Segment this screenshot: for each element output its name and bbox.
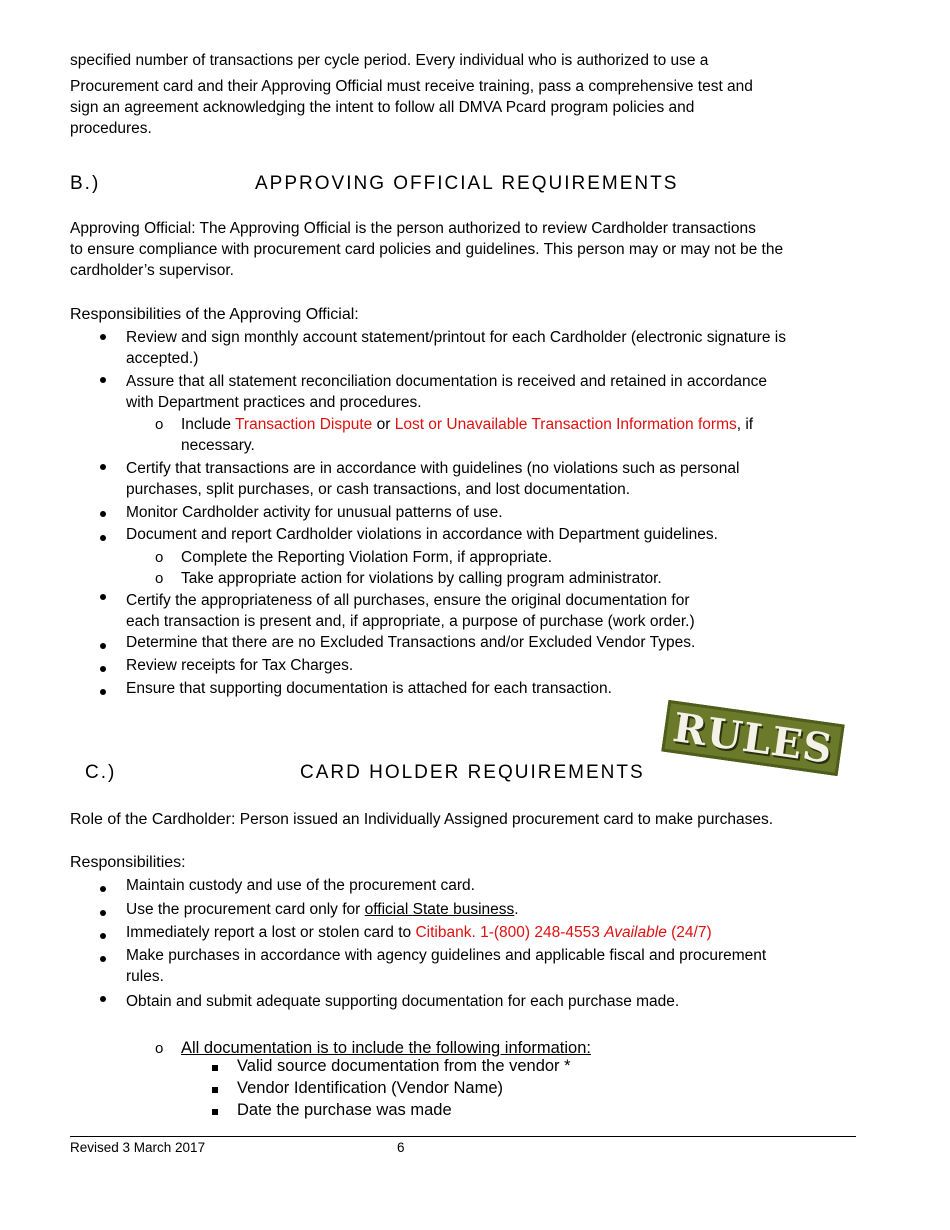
cardholder-resp-heading: Responsibilities: xyxy=(70,854,186,871)
ch-item-4-line-1: Make purchases in accordance with agency guidelines and applicable fiscal and procurement xyxy=(126,947,767,964)
ao-item-6-line-1: Certify the appropriateness of all purchases, ensure the original documentation for xyxy=(126,592,690,609)
circle-bullet-icon: o xyxy=(155,1040,164,1057)
approving-official-resp-heading: Responsibilities of the Approving Official: xyxy=(70,306,359,323)
ch-item-3-dot: . xyxy=(471,924,481,941)
ch-item-3-text: Immediately report a lost or stolen card to xyxy=(126,924,416,941)
bullet-icon xyxy=(100,511,106,517)
footer-divider xyxy=(70,1136,856,1137)
citibank-phone[interactable]: 1-(800) 248-4553 xyxy=(480,924,605,941)
intro-line-4: procedures. xyxy=(70,120,152,137)
circle-bullet-icon: o xyxy=(155,570,164,587)
bullet-icon xyxy=(100,886,106,892)
ch-item-2-period: . xyxy=(514,901,519,918)
ch-item-2-text: Use the procurement card only for xyxy=(126,901,365,918)
ao-item-6-line-2: each transaction is present and, if appropriate, a purpose of purchase (work order.) xyxy=(126,613,695,630)
bullet-icon xyxy=(100,933,106,939)
bullet-icon xyxy=(100,334,106,340)
approving-official-def-line-2: to ensure compliance with procurement card policies and guidelines. This person may or may not be the xyxy=(70,241,784,258)
lost-unavailable-forms-link[interactable]: Lost or Unavailable Transaction Information forms xyxy=(394,416,737,433)
footer-page-number: 6 xyxy=(397,1140,405,1155)
square-bullet-icon xyxy=(212,1109,218,1115)
ao-item-5-sub-2: Take appropriate action for violations by calling program administrator. xyxy=(181,570,662,587)
cardholder-role-text: Person issued an Individually Assigned procurement card to make purchases. xyxy=(235,811,774,828)
citibank-link[interactable]: Citibank xyxy=(415,924,472,941)
section-b-title: APPROVING OFFICIAL REQUIREMENTS xyxy=(255,173,679,194)
bullet-icon xyxy=(100,464,106,470)
documentation-heading: All documentation is to include the following information: xyxy=(181,1039,591,1057)
bullet-icon xyxy=(100,956,106,962)
section-b-letter: B.) xyxy=(70,173,101,194)
ao-item-2-line-1: Assure that all statement reconciliation documentation is received and retained in accordance xyxy=(126,373,768,390)
cardholder-role xyxy=(70,811,773,829)
footer-revised: Revised 3 March 2017 xyxy=(70,1140,206,1155)
rules-badge-text: RULES xyxy=(670,703,836,773)
ao-item-5-sub-1: Complete the Reporting Violation Form, if appropriate. xyxy=(181,549,553,566)
ao-item-5: Document and report Cardholder violations in accordance with Department guidelines. xyxy=(126,526,718,543)
ao-item-9: Ensure that supporting documentation is attached for each transaction. xyxy=(126,680,612,697)
transaction-dispute-link[interactable]: Transaction Dispute xyxy=(235,416,373,433)
hours-text: (24/7) xyxy=(666,924,712,941)
intro-line-1: specified number of transactions per cycle period. Every individual who is authorized to use a xyxy=(70,52,709,69)
ch-item-2 xyxy=(126,901,519,919)
or-text: or xyxy=(372,416,395,433)
available-text: Available xyxy=(604,924,667,941)
ao-item-1-line-1: Review and sign monthly account statement/printout for each Cardholder (electronic signature is xyxy=(126,329,786,346)
cardholder-role-label: Role of the Cardholder: xyxy=(70,811,236,828)
include-text: Include xyxy=(181,416,236,433)
rules-badge-image xyxy=(661,700,845,776)
bullet-icon xyxy=(100,377,106,383)
square-bullet-icon xyxy=(212,1087,218,1093)
doc-item-3: Date the purchase was made xyxy=(237,1101,452,1119)
ao-item-2-sub-1-line-2: necessary. xyxy=(181,437,255,454)
bullet-icon xyxy=(100,910,106,916)
ao-item-8: Review receipts for Tax Charges. xyxy=(126,657,354,674)
ao-item-2-line-2: with Department practices and procedures. xyxy=(126,394,422,411)
circle-bullet-icon: o xyxy=(155,549,164,566)
bullet-icon xyxy=(100,535,106,541)
if-text: , if xyxy=(736,416,754,433)
intro-line-2: Procurement card and their Approving Official must receive training, pass a comprehensive test and xyxy=(70,78,753,95)
ao-item-3-line-1: Certify that transactions are in accordance with guidelines (no violations such as personal xyxy=(126,460,740,477)
bullet-icon xyxy=(100,666,106,672)
ao-item-4: Monitor Cardholder activity for unusual patterns of use. xyxy=(126,504,503,521)
ch-item-4-line-2: rules. xyxy=(126,968,164,985)
ch-item-5: Obtain and submit adequate supporting documentation for each purchase made. xyxy=(126,993,680,1010)
section-c-letter: C.) xyxy=(85,762,117,783)
intro-line-3: sign an agreement acknowledging the intent to follow all DMVA Pcard program policies and xyxy=(70,99,695,116)
official-state-business-text: official State business xyxy=(364,901,515,918)
ao-item-3-line-2: purchases, split purchases, or cash transactions, and lost documentation. xyxy=(126,481,631,498)
doc-item-1: Valid source documentation from the vendor * xyxy=(237,1057,571,1075)
section-c-title: CARD HOLDER REQUIREMENTS xyxy=(300,762,645,783)
ch-item-3 xyxy=(126,924,712,942)
approving-official-def-line-1: Approving Official: The Approving Official is the person authorized to review Cardholder transactions xyxy=(70,220,756,237)
bullet-icon xyxy=(100,689,106,695)
approving-official-def-line-3: cardholder’s supervisor. xyxy=(70,262,234,279)
ch-item-1: Maintain custody and use of the procurement card. xyxy=(126,877,475,894)
square-bullet-icon xyxy=(212,1065,218,1071)
doc-item-2: Vendor Identification (Vendor Name) xyxy=(237,1079,503,1097)
ao-item-2-sub-1 xyxy=(181,416,753,434)
ao-item-7: Determine that there are no Excluded Transactions and/or Excluded Vendor Types. xyxy=(126,634,696,651)
circle-bullet-icon: o xyxy=(155,416,164,433)
ao-item-1-line-2: accepted.) xyxy=(126,350,199,367)
bullet-icon xyxy=(100,643,106,649)
bullet-icon xyxy=(100,594,106,600)
bullet-icon xyxy=(100,996,106,1002)
